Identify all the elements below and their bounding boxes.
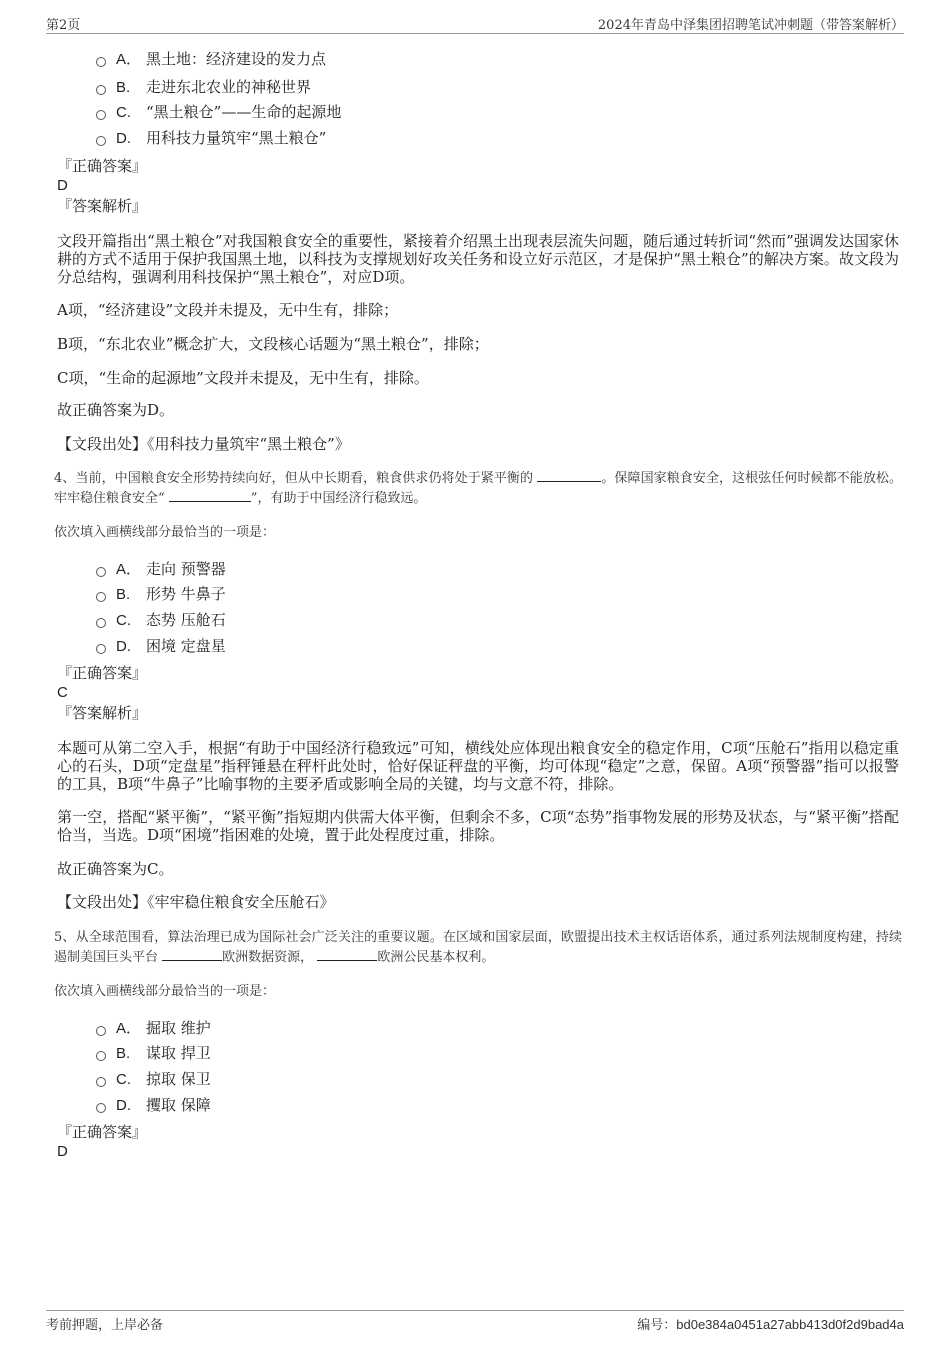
q5-option-c[interactable]: C. 掠取 保卫 bbox=[96, 1069, 211, 1090]
q4-blank-2 bbox=[169, 489, 251, 502]
q4-stem: 4、当前，中国粮食安全形势持续向好，但从中长期看，粮食供求仍将处于紧平衡的 。保障国家粮食安全，这根弦任何时候都不能放松。牢牢稳住粮食安全“ ”，有助于中国经济行稳致远。 bbox=[54, 471, 902, 506]
radio-icon[interactable] bbox=[96, 57, 106, 67]
q4-instruction: 依次填入画横线部分最恰当的一项是： bbox=[54, 525, 276, 540]
q5-blank-1 bbox=[162, 948, 222, 961]
q5-option-b[interactable]: B. 谋取 捍卫 bbox=[96, 1043, 211, 1064]
q3-option-d[interactable]: D. 用科技力量筑牢“黑土粮仓” bbox=[96, 128, 326, 149]
q4-option-d[interactable]: D. 困境 定盘星 bbox=[96, 636, 226, 657]
q5-blank-2 bbox=[317, 948, 377, 961]
q3-option-a[interactable]: A． 黑土地：经济建设的发力点 bbox=[96, 49, 326, 70]
q4-conclusion: 故正确答案为C。 bbox=[57, 860, 174, 878]
footer-code: 编号：bd0e384a0451a27abb413d0f2d9bad4a bbox=[637, 1317, 904, 1333]
q3-analysis-label: 『答案解析』 bbox=[57, 197, 148, 215]
radio-icon[interactable] bbox=[96, 1103, 106, 1113]
radio-icon[interactable] bbox=[96, 136, 106, 146]
radio-icon[interactable] bbox=[96, 618, 106, 628]
footer-divider bbox=[46, 1310, 904, 1311]
radio-icon[interactable] bbox=[96, 85, 106, 95]
q4-option-a[interactable]: A． 走向 预警器 bbox=[96, 559, 226, 580]
q4-blank-1 bbox=[537, 469, 601, 482]
q4-option-b[interactable]: B. 形势 牛鼻子 bbox=[96, 584, 226, 605]
q5-answer-label: 『正确答案』 bbox=[57, 1123, 148, 1141]
q3-answer-label: 『正确答案』 bbox=[57, 157, 148, 175]
header-divider bbox=[46, 33, 904, 34]
q3-source: 【文段出处】《用科技力量筑牢“黑土粮仓”》 bbox=[57, 435, 350, 453]
q4-analysis-para1: 本题可从第二空入手，根据“有助于中国经济行稳致远”可知，横线处应体现出粮食安全的稳定作用，C项“压舱石”指用以稳定重心的石头，D项“定盘星”指秤锤悬在秤杆此处时，恰好保证秤盘的平衡，均可体现“稳定”之意，保留。A项“预警器”指可以报警的工具，B项“牛鼻子”比喻事物的主要矛盾或影响全局的关键，均与文意不符，排除。 bbox=[57, 739, 899, 793]
q3-option-c[interactable]: C. “黑土粮仓”——生命的起源地 bbox=[96, 102, 341, 123]
page-header bbox=[46, 14, 904, 34]
q3-analysis-a: A项，“经济建设”文段并未提及，无中生有，排除； bbox=[57, 301, 399, 319]
page-number: 第2页 bbox=[46, 18, 81, 33]
document-title: 2024年青岛中泽集团招聘笔试冲刺题（带答案解析） bbox=[597, 18, 904, 33]
radio-icon[interactable] bbox=[96, 1077, 106, 1087]
q3-answer: D bbox=[57, 177, 68, 194]
q4-answer-label: 『正确答案』 bbox=[57, 664, 148, 682]
radio-icon[interactable] bbox=[96, 567, 106, 577]
q3-option-b[interactable]: B. 走进东北农业的神秘世界 bbox=[96, 77, 311, 98]
q5-instruction: 依次填入画横线部分最恰当的一项是： bbox=[54, 984, 276, 999]
q4-source: 【文段出处】《牢牢稳住粮食安全压舱石》 bbox=[57, 893, 335, 911]
radio-icon[interactable] bbox=[96, 1051, 106, 1061]
q4-analysis-label: 『答案解析』 bbox=[57, 704, 148, 722]
q3-analysis-c: C项，“生命的起源地”文段并未提及，无中生有，排除。 bbox=[57, 369, 429, 387]
q3-analysis-para: 文段开篇指出“黑土粮仓”对我国粮食安全的重要性，紧接着介绍黑土出现表层流失问题，随后通过转折词“然而”强调发达国家休耕的方式不适用于保护我国黑土地，以科技为支撑规划好攻关任务和设立好示范区，才是保护“黑土粮仓”的解决方案。故文段为分总结构，强调利用科技保护“黑土粮仓”，对应D项。 bbox=[57, 232, 899, 286]
q5-option-d[interactable]: D. 攫取 保障 bbox=[96, 1095, 211, 1116]
q3-conclusion: 故正确答案为D。 bbox=[57, 401, 175, 419]
q4-analysis-para2: 第一空，搭配“紧平衡”，“紧平衡”指短期内供需大体平衡，但剩余不多，C项“态势”指事物发展的形势及状态，与“紧平衡”搭配恰当，当选。D项“困境”指困难的处境，置于此处程度过重，排除。 bbox=[57, 808, 899, 844]
q4-option-c[interactable]: C. 态势 压舱石 bbox=[96, 610, 226, 631]
radio-icon[interactable] bbox=[96, 110, 106, 120]
footer-slogan: 考前押题，上岸必备 bbox=[46, 1318, 164, 1333]
q4-answer: C bbox=[57, 684, 68, 701]
q3-analysis-b: B项，“东北农业”概念扩大，文段核心话题为“黑土粮仓”，排除； bbox=[57, 335, 489, 353]
q5-answer: D bbox=[57, 1143, 68, 1160]
radio-icon[interactable] bbox=[96, 644, 106, 654]
radio-icon[interactable] bbox=[96, 592, 106, 602]
q5-stem: 5、从全球范围看，算法治理已成为国际社会广泛关注的重要议题。在区域和国家层面，欧盟提出技术主权话语体系，通过系列法规制度构建，持续遏制美国巨头平台 欧洲数据资源， 欧洲公民基本权利。 bbox=[54, 930, 902, 965]
q5-option-a[interactable]: A． 掘取 维护 bbox=[96, 1018, 211, 1039]
radio-icon[interactable] bbox=[96, 1026, 106, 1036]
